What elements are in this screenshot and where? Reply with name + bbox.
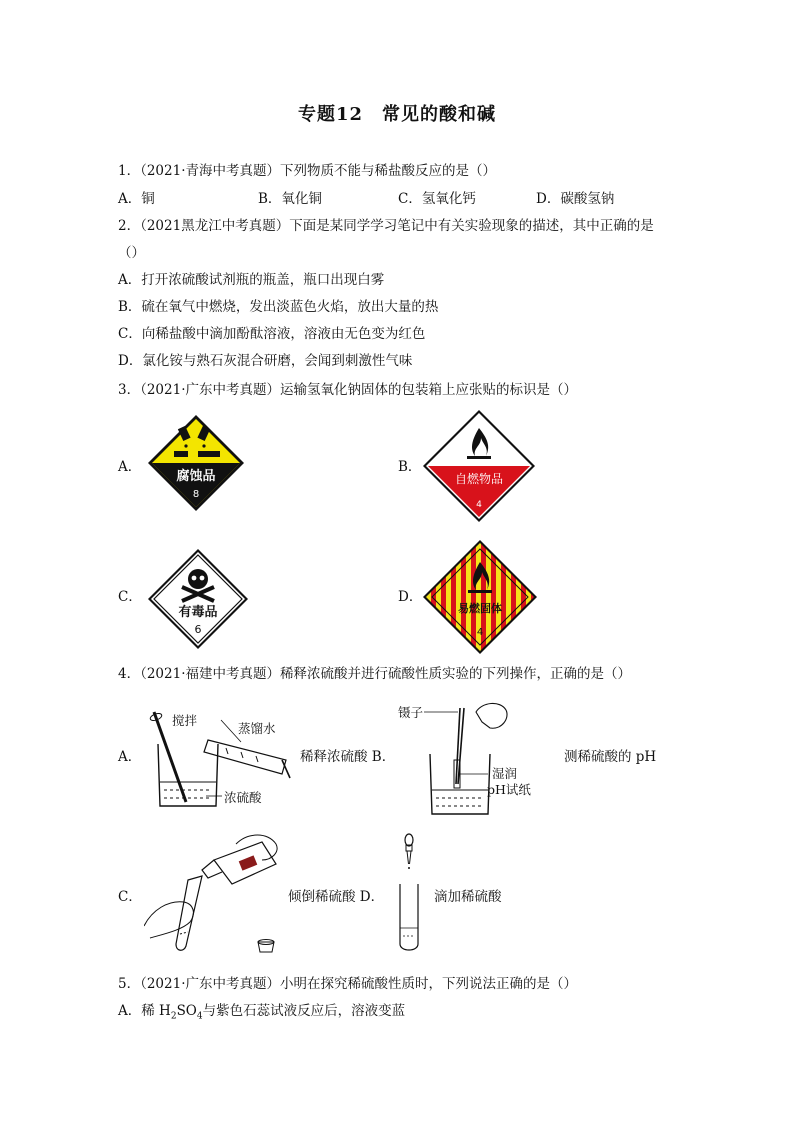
question-2-stem: 2．（2021黑龙江中考真题）下面是某同学学习笔记中有关实验现象的描述，其中正确的是 [118, 218, 654, 234]
pour-acid-figure [144, 830, 284, 958]
q4-a-caption: 稀释浓硫酸 B． [300, 749, 396, 765]
toxic-sign-figure [146, 547, 250, 651]
question-1-stem: 1．（2021·青海中考真题）下列物质不能与稀盐酸反应的是（） [118, 163, 496, 179]
q4-a-acid-label: 浓硫酸 [224, 790, 262, 805]
q3-label-c: C． [118, 589, 142, 605]
q3-label-d: D． [398, 589, 423, 605]
toxic-sign-number: 6 [194, 623, 202, 636]
question-3-stem: 3．（2021·广东中考真题）运输氢氧化钠固体的包装箱上应张贴的标识是（） [118, 382, 577, 398]
q3-label-b: B． [398, 459, 422, 475]
q4-a-stir-label: 搅拌 [172, 713, 198, 728]
corrosive-sign-figure [146, 413, 246, 513]
q1-option-a: A．铜 [118, 191, 155, 207]
flammable-solid-sign-figure [421, 538, 539, 656]
self-ignite-sign-figure [421, 408, 537, 524]
drop-acid-figure [394, 832, 424, 956]
q4-b-tweezers-label: 镊子 [398, 705, 424, 720]
q4-label-a: A． [118, 749, 142, 765]
q2-option-a: A．打开浓硫酸试剂瓶的瓶盖，瓶口出现白雾 [118, 272, 385, 288]
test-ph-figure [424, 700, 534, 818]
flammable-sign-number: 4 [476, 627, 484, 638]
flammable-sign-text: 易燃固体 [458, 602, 502, 615]
q5-option-a: A．稀 $H_2SO_4$与紫色石蕊试液反应后，溶液变蓝 [118, 1003, 406, 1022]
q4-d-caption: 滴加稀硫酸 [434, 889, 502, 905]
q2-option-b: B．硫在氧气中燃烧，发出淡蓝色火焰，放出大量的热 [118, 299, 439, 315]
q2-option-c: C．向稀盐酸中滴加酚酞溶液，溶液由无色变为红色 [118, 326, 426, 342]
question-2-stem-cont: （） [118, 245, 145, 261]
toxic-sign-text: 有毒品 [178, 605, 218, 620]
dilute-acid-figure [146, 702, 296, 812]
q3-label-a: A． [118, 459, 142, 475]
q4-label-c: C． [118, 889, 142, 905]
q4-b-wet-label: 湿润 [492, 766, 518, 781]
q4-a-water-label: 蒸馏水 [238, 721, 276, 736]
q4-c-caption: 倾倒稀硫酸 D． [288, 889, 385, 905]
q4-b-paper-label: pH试纸 [487, 782, 531, 797]
corrosive-sign-number: 8 [192, 489, 200, 500]
question-5-stem: 5．（2021·广东中考真题）小明在探究稀硫酸性质时，下列说法正确的是（） [118, 976, 577, 992]
page-title: 专题12 常见的酸和碱 [297, 104, 497, 125]
self-ignite-sign-number: 4 [476, 500, 482, 510]
question-4-stem: 4．（2021·福建中考真题）稀释浓硫酸并进行硫酸性质实验的下列操作，正确的是（） [118, 666, 631, 682]
corrosive-sign-text: 腐蚀品 [176, 469, 216, 484]
q2-option-d: D．氯化铵与熟石灰混合研磨，会闻到刺激性气味 [118, 353, 413, 369]
q1-option-c: C．氢氧化钙 [398, 191, 476, 207]
q1-option-b: B．氧化铜 [258, 191, 322, 207]
q1-option-d: D．碳酸氢钠 [536, 191, 615, 207]
self-ignite-sign-text: 自燃物品 [454, 472, 504, 486]
q4-b-caption: 测稀硫酸的 pH [564, 749, 657, 765]
